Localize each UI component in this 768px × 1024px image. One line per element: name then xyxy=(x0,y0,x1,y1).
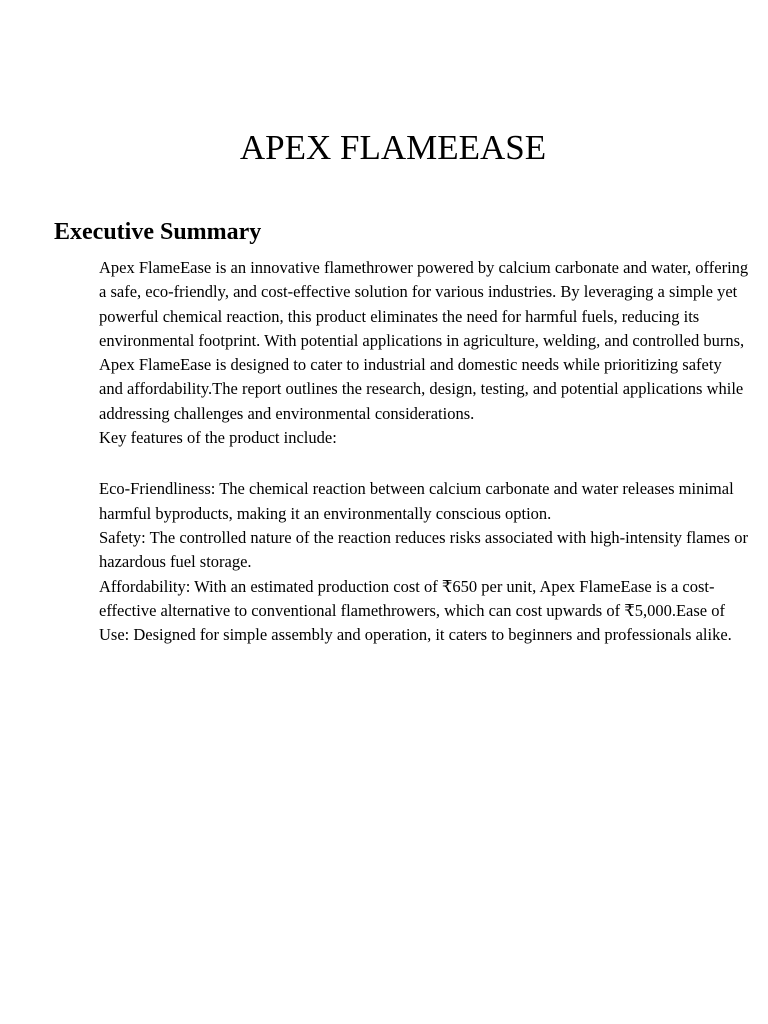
safety-paragraph: Safety: The controlled nature of the reaction reduces risks associated with high-intensity flames or hazardous fuel storage. xyxy=(99,527,748,572)
affordability-paragraph: Affordability: With an estimated production cost of ₹650 per unit, Apex FlameEase is a cost-effective alternative to conventional flamethrowers, which can cost upwards of ₹5,000.Ease of Use: Designed for simple assembly and operation, it caters to beginners and professionals alike. xyxy=(99,576,732,645)
section-body xyxy=(99,256,749,647)
features-intro-paragraph: Key features of the product include: xyxy=(99,428,337,448)
section-heading-executive-summary: Executive Summary xyxy=(54,219,262,245)
summary-paragraph: Apex FlameEase is an innovative flamethrower powered by calcium carbonate and water, offering a safe, eco-friendly, and cost-effective solution for various industries. By leveraging a simple yet powerful chemical reaction, this product eliminates the need for harmful fuels, reducing its environmental footprint. With potential applications in agriculture, welding, and controlled burns, Apex FlameEase is designed to cater to industrial and domestic needs while prioritizing safety and affordability.The report outlines the research, design, testing, and potential applications while addressing challenges and environmental considerations. xyxy=(99,258,749,423)
paragraph-spacer xyxy=(99,450,749,477)
document-title: APEX FLAMEEASE xyxy=(239,128,547,167)
eco-friendliness-paragraph: Eco-Friendliness: The chemical reaction between calcium carbonate and water releases minimal harmful byproducts, making it an environmentally conscious option. xyxy=(99,479,734,523)
